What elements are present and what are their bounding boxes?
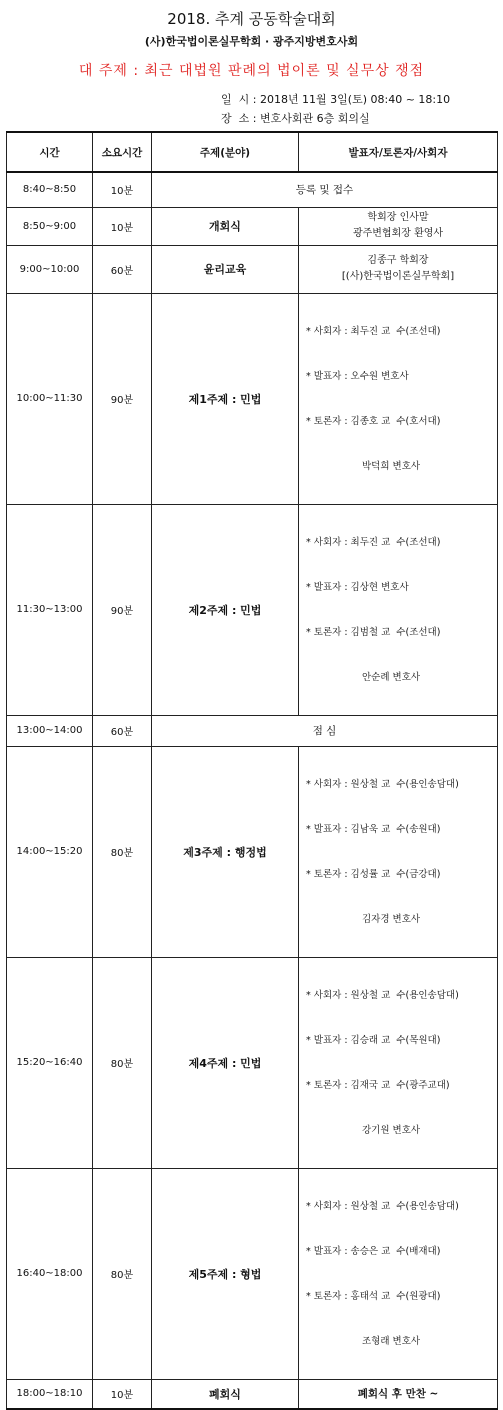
people-cell bbox=[299, 1168, 498, 1379]
organizers: (사)한국법이론실무학회 · 광주지방변호사회 bbox=[144, 35, 359, 48]
duration-cell: 10분 bbox=[93, 207, 152, 245]
table-row bbox=[7, 746, 498, 957]
duration-cell: 80분 bbox=[93, 1168, 152, 1379]
presenter-line: * 발표자 : 김상현 변호사 bbox=[306, 581, 409, 593]
table-row bbox=[7, 1379, 498, 1409]
discussant-line: * 토론자 : 김성률 교 수(금강대) bbox=[306, 868, 441, 880]
page-title: 2018. 추계 공동학술대회 bbox=[167, 10, 336, 28]
duration-cell: 60분 bbox=[93, 715, 152, 746]
time-cell: 14:00~15:20 bbox=[7, 746, 93, 957]
discussant-line: * 토론자 : 김종호 교 수(호서대) bbox=[306, 415, 441, 427]
speaker-line: 광주변협회장 환영사 bbox=[352, 228, 444, 239]
discussant-line: 안순례 변호사 bbox=[362, 671, 421, 683]
event-datetime: 일 시 : 2018년 11월 3일(토) 08:40 ~ 18:10 bbox=[221, 93, 451, 106]
people-cell bbox=[299, 245, 498, 293]
discussant-line: 강기원 변호사 bbox=[362, 1124, 421, 1136]
time-cell: 11:30~13:00 bbox=[7, 504, 93, 715]
event-venue: 장 소 : 변호사회관 6층 회의실 bbox=[221, 112, 370, 125]
topic-cell: 제3주제 : 행정법 bbox=[152, 746, 299, 957]
moderator-line: * 사회자 : 원상철 교 수(용인송담대) bbox=[306, 778, 459, 790]
col-header-topic: 주제(분야) bbox=[152, 132, 299, 172]
discussant-line: * 토론자 : 김재국 교 수(광주교대) bbox=[306, 1079, 450, 1091]
table-row bbox=[7, 207, 498, 245]
time-cell: 13:00~14:00 bbox=[7, 715, 93, 746]
people-cell bbox=[299, 504, 498, 715]
time-cell: 8:40~8:50 bbox=[7, 172, 93, 207]
main-theme: 대 주제 : 최근 대법원 판례의 법이론 및 실무상 쟁점 bbox=[78, 63, 425, 79]
table-row bbox=[7, 1168, 498, 1379]
table-row bbox=[7, 504, 498, 715]
time-cell: 18:00~18:10 bbox=[7, 1379, 93, 1409]
duration-cell: 10분 bbox=[93, 172, 152, 207]
topic-cell: 제2주제 : 민법 bbox=[152, 504, 299, 715]
time-cell: 15:20~16:40 bbox=[7, 957, 93, 1168]
col-header-time: 시간 bbox=[7, 132, 93, 172]
schedule-table bbox=[6, 131, 498, 1410]
time-cell: 8:50~9:00 bbox=[7, 207, 93, 245]
presenter-line: * 발표자 : 김승래 교 수(목원대) bbox=[306, 1034, 441, 1046]
discussant-line: 박덕희 변호사 bbox=[362, 460, 421, 472]
discussant-line: * 토론자 : 홍태석 교 수(원광대) bbox=[306, 1290, 441, 1302]
moderator-line: * 사회자 : 최두진 교 수(조선대) bbox=[306, 536, 441, 548]
people-cell bbox=[299, 293, 498, 504]
table-row bbox=[7, 172, 498, 207]
topic-cell: 제5주제 : 형법 bbox=[152, 1168, 299, 1379]
discussant-line: * 토론자 : 김범철 교 수(조선대) bbox=[306, 626, 441, 638]
presenter-line: * 발표자 : 김남욱 교 수(송원대) bbox=[306, 823, 441, 835]
duration-cell: 90분 bbox=[93, 293, 152, 504]
col-header-people: 발표자/토론자/사회자 bbox=[299, 132, 498, 172]
topic-cell: 제1주제 : 민법 bbox=[152, 293, 299, 504]
people-cell bbox=[299, 957, 498, 1168]
people-cell bbox=[299, 746, 498, 957]
duration-cell: 80분 bbox=[93, 957, 152, 1168]
discussant-line: 김자경 변호사 bbox=[362, 913, 421, 925]
lunch-cell: 점 심 bbox=[152, 715, 498, 746]
moderator-line: * 사회자 : 원상철 교 수(용인송담대) bbox=[306, 1200, 459, 1212]
time-cell: 9:00~10:00 bbox=[7, 245, 93, 293]
topic-cell: 폐회식 bbox=[152, 1379, 299, 1409]
duration-cell: 60분 bbox=[93, 245, 152, 293]
duration-cell: 80분 bbox=[93, 746, 152, 957]
topic-cell: 제4주제 : 민법 bbox=[152, 957, 299, 1168]
topic-cell: 개회식 bbox=[152, 207, 299, 245]
table-row bbox=[7, 715, 498, 746]
topic-cell: 윤리교육 bbox=[152, 245, 299, 293]
speaker-line: 학회장 인사말 bbox=[367, 212, 429, 223]
time-cell: 16:40~18:00 bbox=[7, 1168, 93, 1379]
moderator-line: * 사회자 : 최두진 교 수(조선대) bbox=[306, 325, 441, 337]
duration-cell: 10분 bbox=[93, 1379, 152, 1409]
moderator-line: * 사회자 : 원상철 교 수(용인송담대) bbox=[306, 989, 459, 1001]
people-cell bbox=[299, 207, 498, 245]
discussant-line: 조형래 변호사 bbox=[362, 1335, 421, 1347]
col-header-duration: 소요시간 bbox=[93, 132, 152, 172]
table-row bbox=[7, 245, 498, 293]
speaker-line: [(사)한국법이론실무학회] bbox=[341, 271, 455, 282]
closing-cell: 폐회식 후 만찬 ~ bbox=[299, 1379, 498, 1409]
header-row bbox=[7, 132, 498, 172]
duration-cell: 90분 bbox=[93, 504, 152, 715]
speaker-line: 김종구 학회장 bbox=[367, 255, 429, 266]
table-row bbox=[7, 957, 498, 1168]
presenter-line: * 발표자 : 송승은 교 수(배재대) bbox=[306, 1245, 441, 1257]
time-cell: 10:00~11:30 bbox=[7, 293, 93, 504]
table-row bbox=[7, 293, 498, 504]
presenter-line: * 발표자 : 오수원 변호사 bbox=[306, 370, 409, 382]
registration-cell: 등록 및 접수 bbox=[152, 172, 498, 207]
